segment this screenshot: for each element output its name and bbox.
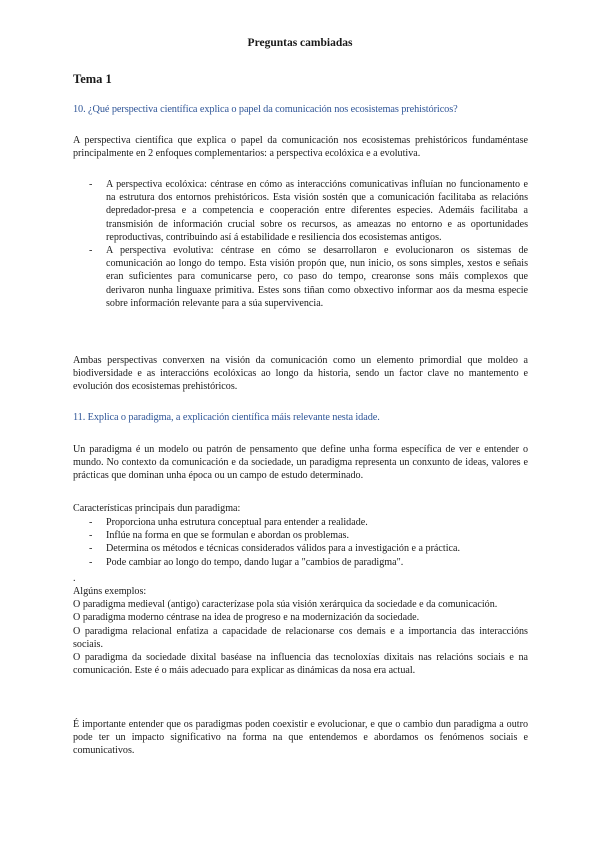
list-item-text: Inflúe na forma en que se formulan e abordan os problemas.	[106, 530, 350, 542]
list-item: - Determina os métodos e técnicas considerados válidos para a investigación e a práctica.	[89, 543, 460, 555]
list-item: - Proporciona unha estrutura conceptual para entender a realidade.	[89, 517, 368, 528]
list-item: - A perspectiva evolutiva: céntrase en cómo se desarrollaron e evolucionaron os sistemas de comunicación ao longo do tempo. Esta visión propón que, nun inicio, os sons simples, xestos e señais eran suficientes para comunicarse pero, co paso do tempo, crearonse sons máis complexos que derivaron nunha linguaxe primitiva. Estes sons tiñan como obxectivo informar aos da mesma especie sobre información relevante para a súa supervivencia.	[89, 245, 528, 309]
question-11: 11. Explica o paradigma, a explicación científica máis relevante nesta idade.	[73, 412, 380, 423]
list-item-text: A perspectiva ecolóxica: céntrase en cómo as interaccións comunicativas influían no funcionamento e na estrutura dos entornos prehistóricos. Esta visión sostén que a comunicación facilitaba as relacións depredador-presa e a competencia e cooperación entre diferentes especies. Ademáis facilitaba a transmisión de información crucial sobre os recursos, as ameazas no entorno e as oportunidades reproductivas, contribuindo así á estabilidade e resiliencia dos ecosistemas antigos.	[106, 179, 528, 243]
question-10: 10. ¿Qué perspectiva científica explica o papel da comunicación nos ecosistemas prehistóricos?	[73, 104, 458, 115]
q11-intro: Un paradigma é un modelo ou patrón de pensamento que define unha forma específica de ver e entender o mundo. No contexto da comunicación e da sociedade, un paradigma representa un conxunto de ideas, valores e prácticas que dominan unha época ou un campo de estudo determinado.	[73, 444, 528, 482]
section-heading: Tema 1	[73, 72, 112, 86]
stray-mark: .	[73, 573, 76, 584]
q10-conclusion: Ambas perspectivas converxen na visión da comunicación como un elemento primordial que moldeo a biodiversidade e as interaccións ecolóxicas ao longo da historia, sendo un factor clave no mantemento e evolución dos ecosistemas prehistóricos.	[73, 355, 528, 393]
list-item-text: Determina os métodos e técnicas considerados válidos para a investigación e a práctica.	[106, 543, 460, 555]
list-item: - Inflúe na forma en que se formulan e abordan os problemas.	[89, 530, 350, 542]
example-item: O paradigma da sociedade dixital baséase na influencia das tecnoloxías dixitais nas relacións sociais e na comunicación. Este é o máis adecuado para explicar as dinámicas da nosa era actual.	[73, 652, 528, 677]
list-item-text: A perspectiva evolutiva: céntrase en cómo se desarrollaron e evolucionaron os sistemas de comunicación ao longo do tempo. Esta visión propón que, nun inicio, os sons simples, xestos e señais eran suficientes para comunicarse pero, co paso do tempo, crearonse sons máis complexos que derivaron nunha linguaxe primitiva. Estes sons tiñan como obxectivo informar aos da mesma especie sobre información relevante para a súa supervivencia.	[106, 245, 528, 309]
examples-block	[73, 585, 528, 677]
characteristics-label: Características principais dun paradigma:	[73, 503, 241, 514]
list-item: - A perspectiva ecolóxica: céntrase en cómo as interaccións comunicativas influían no funcionamento e na estrutura dos entornos prehistóricos. Esta visión sostén que a comunicación facilitaba as relacións depredador-presa e a competencia e cooperación entre diferentes especies. Ademáis facilitaba a transmisión de información crucial sobre os recursos, as ameazas no entorno e as oportunidades reproductivas, contribuindo así á estabilidade e resiliencia dos ecosistemas antigos.	[89, 179, 528, 243]
example-item: O paradigma moderno céntrase na idea de progreso e na modernización da sociedade.	[73, 612, 420, 624]
q10-intro: A perspectiva científica que explica o papel da comunicación nos ecosistemas prehistóricos fundaméntase principalmente en 2 enfoques complementarios: a perspectiva ecolóxica e a evolutiva.	[73, 135, 528, 160]
q11-closing: É importante entender que os paradigmas poden coexistir e evolucionar, e que o cambio dun paradigma a outro pode ter un impacto significativo na forma na que entendemos e abordamos os fenómenos sociais e comunicativos.	[73, 719, 528, 757]
example-item: O paradigma relacional enfatiza a capacidade de relacionarse cos demais e a importancia das interaccións sociais.	[73, 625, 528, 650]
q10-bullet-list	[73, 178, 528, 310]
list-item: - Pode cambiar ao longo do tempo, dando lugar a "cambios de paradigma".	[89, 556, 404, 568]
list-item-text: Pode cambiar ao longo do tempo, dando lugar a "cambios de paradigma".	[106, 556, 404, 568]
characteristics-list	[73, 516, 528, 569]
example-item: O paradigma medieval (antigo) caracterízase pola súa visión xerárquica da sociedade e da comunicación.	[73, 599, 498, 611]
examples-label: Algúns exemplos:	[73, 586, 147, 597]
document-title: Preguntas cambiadas	[247, 37, 353, 49]
list-item-text: Proporciona unha estrutura conceptual para entender a realidade.	[106, 517, 368, 528]
